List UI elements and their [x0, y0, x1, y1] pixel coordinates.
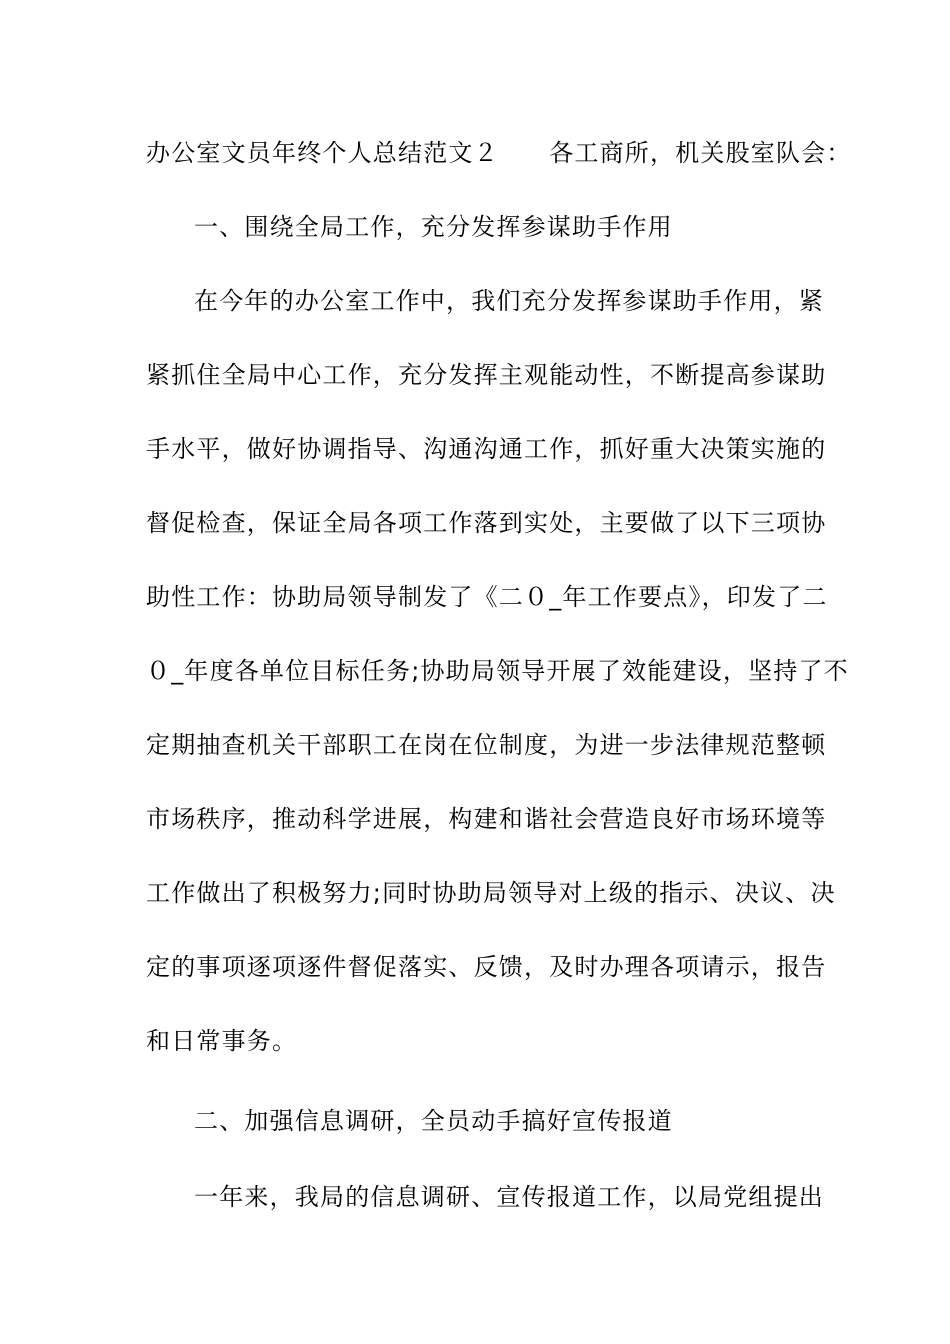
section-heading-1: 一、围绕全局工作，充分发挥参谋助手作用: [194, 213, 673, 241]
paragraph-line: 工作做出了积极努力;同时协助局领导对上级的指示、决议、决: [146, 879, 836, 907]
paragraph-line: 督促检查，保证全局各项工作落到实处，主要做了以下三项协: [146, 509, 827, 537]
paragraph-line: 紧抓住全局中心工作，充分发挥主观能动性，不断提高参谋助: [146, 361, 827, 389]
paragraph-line: 市场秩序，推动科学进展，构建和谐社会营造良好市场环境等: [146, 805, 827, 833]
paragraph-line: ０_年度各单位目标任务;协助局领导开展了效能建设，坚持了不: [146, 657, 849, 685]
paragraph-line: 在今年的办公室工作中，我们充分发挥参谋助手作用，紧: [194, 287, 824, 315]
paragraph-line: 和日常事务。: [146, 1027, 298, 1055]
document-title-line: 办公室文员年终个人总结范文２ 各工商所，机关股室队会：: [146, 139, 852, 167]
paragraph-line: 助性工作：协助局领导制发了《二０_年工作要点》，印发了二: [146, 583, 828, 611]
section-heading-2: 二、加强信息调研，全员动手搞好宣传报道: [194, 1107, 673, 1135]
paragraph-line: 定期抽查机关干部职工在岗在位制度，为进一步法律规范整顿: [146, 731, 827, 759]
paragraph-line: 手水平，做好协调指导、沟通沟通工作，抓好重大决策实施的: [146, 435, 827, 463]
paragraph-line: 定的事项逐项逐件督促落实、反馈，及时办理各项请示，报告: [146, 953, 827, 981]
paragraph-line: 一年来，我局的信息调研、宣传报道工作，以局党组提出: [194, 1183, 824, 1211]
